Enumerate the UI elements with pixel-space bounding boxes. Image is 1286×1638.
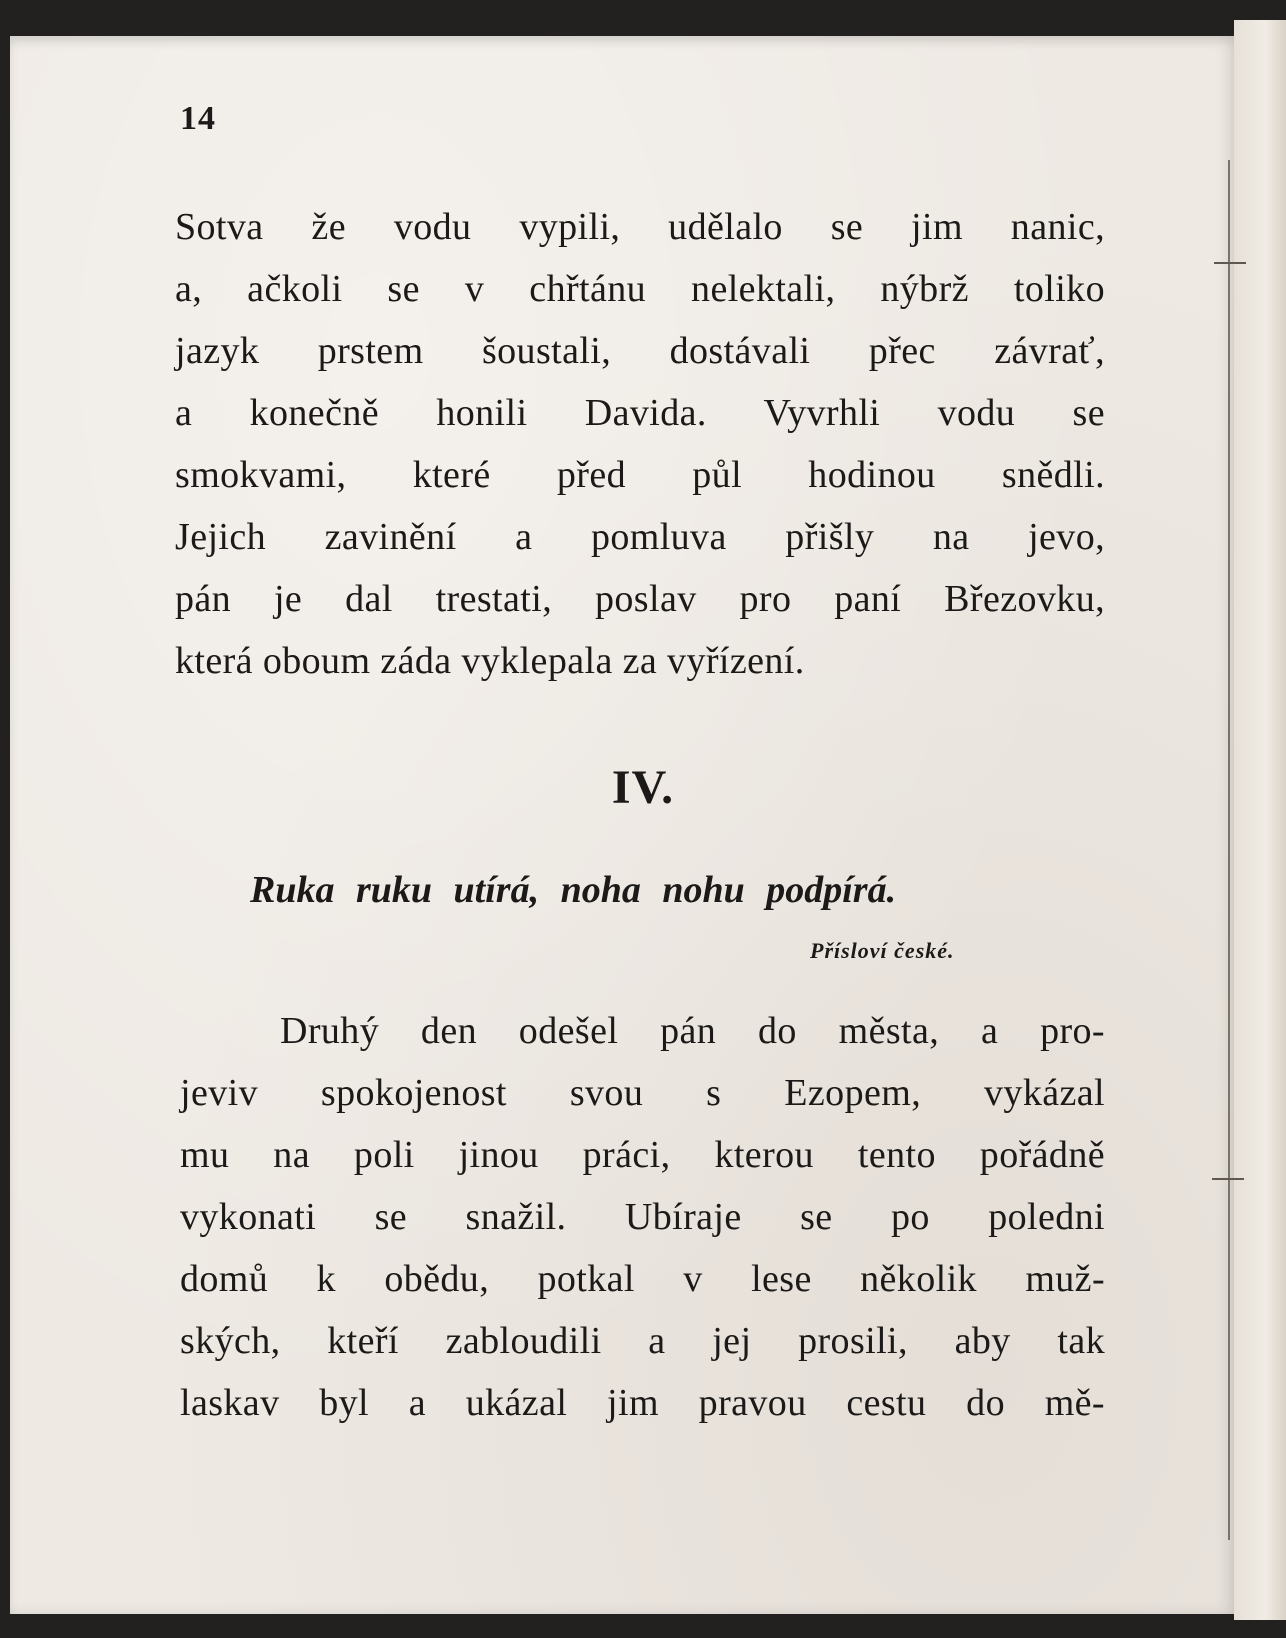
text-line: mu na poli jinou práci, kterou tento pořádně: [180, 1134, 1105, 1176]
next-page-edge: [1234, 20, 1286, 1620]
motto-source: Přísloví české.: [810, 938, 955, 963]
text-line: Jejich zavinění a pomluva přišly na jevo,: [175, 516, 1105, 558]
binding-edge-line: [1228, 160, 1230, 1540]
text-line: a konečně honili Davida. Vyvrhli vodu se: [175, 392, 1105, 434]
text-line: vykonati se snažil. Ubíraje se po poledni: [180, 1196, 1105, 1238]
edge-mark: [1212, 1178, 1244, 1180]
text-line: ských, kteří zabloudili a jej prosili, aby tak: [180, 1320, 1105, 1362]
text-line: a, ačkoli se v chřtánu nelektali, nýbrž toliko: [175, 268, 1105, 310]
paragraph-2: [180, 1000, 1105, 1434]
text-line: jeviv spokojenost svou s Ezopem, vykázal: [180, 1072, 1105, 1114]
text-line: pán je dal trestati, poslav pro paní Březovku,: [175, 578, 1105, 620]
chapter-heading: IV.: [611, 761, 675, 814]
text-line: která oboum záda vyklepala za vyřízení.: [175, 640, 805, 682]
edge-mark: [1214, 262, 1246, 264]
paragraph-1: [175, 196, 1105, 692]
text-line: smokvami, které před půl hodinou snědli.: [175, 454, 1105, 496]
chapter-motto: Ruka ruku utírá, noha nohu podpírá.: [250, 869, 897, 911]
text-line: jazyk prstem šoustali, dostávali přec závrať,: [175, 330, 1105, 372]
text-line: laskav byl a ukázal jim pravou cestu do mě-: [180, 1382, 1105, 1424]
text-line: Druhý den odešel pán do města, a pro-: [280, 1010, 1105, 1052]
text-line: Sotva že vodu vypili, udělalo se jim nanic,: [175, 206, 1105, 248]
page-number: 14: [180, 100, 216, 137]
text-line: domů k obědu, potkal v lese několik muž-: [180, 1258, 1105, 1300]
